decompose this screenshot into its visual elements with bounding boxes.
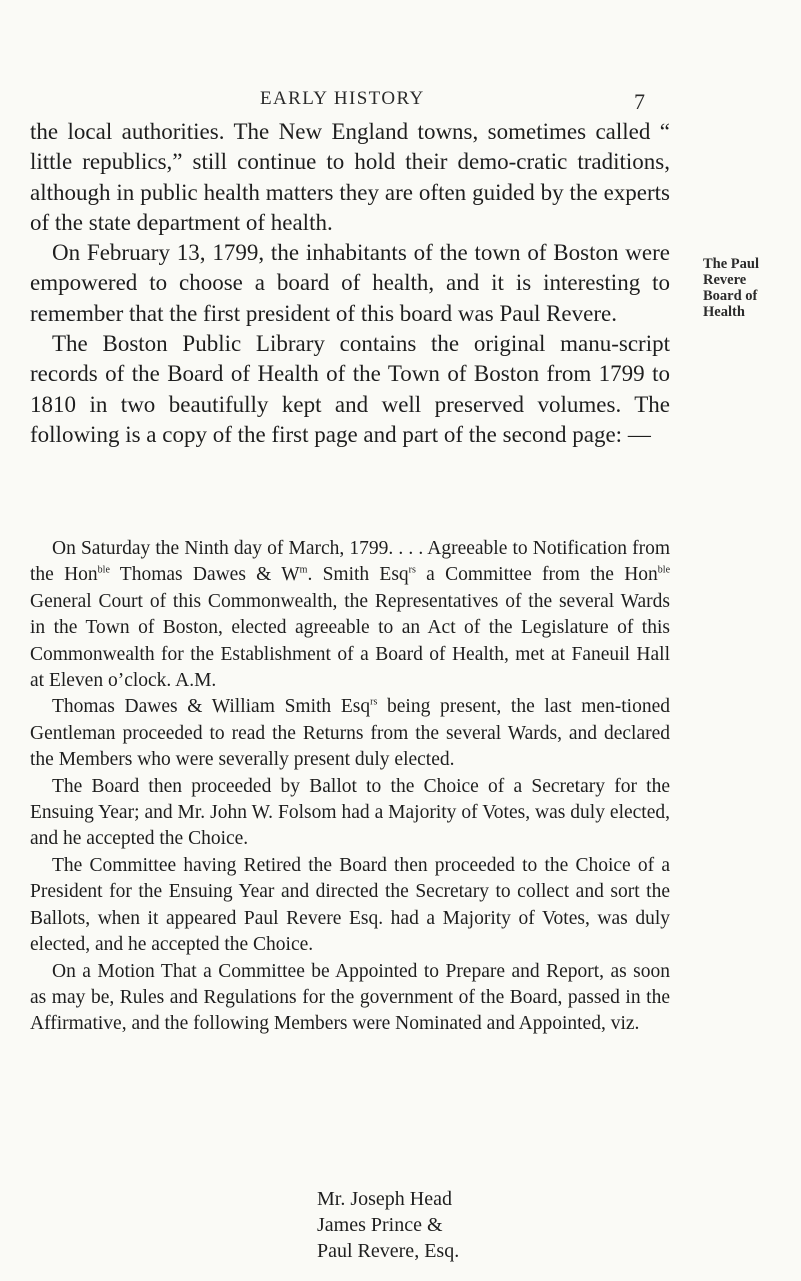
- margin-note-line: Revere: [703, 272, 747, 288]
- quote-paragraph: [30, 536, 670, 694]
- margin-note: [703, 256, 793, 320]
- quote-text: Thomas Dawes & William Smith Esq: [52, 696, 371, 718]
- quoted-record: [30, 536, 670, 1038]
- body-text: [30, 117, 670, 450]
- quote-text: Thomas Dawes & W: [109, 564, 300, 586]
- quote-paragraph: The Board then proceeded by Ballot to the Choice of a Secretary for the Ensuing Year; and Mr. John W. Folsom had a Majority of Votes, was duly elected, and he accepted the Choice.: [30, 775, 670, 850]
- member-name: Paul Revere, Esq.: [317, 1240, 460, 1262]
- quote-text: On Saturday the Ninth day of March, 1799. . . . Agreeable to Notification from the Hon: [30, 538, 670, 586]
- body-paragraph: the local authorities. The New England towns, sometimes called “ little republics,” still continue to hold their demo-cratic traditions, although in public health matters they are often guided by the experts of the state department of health.: [30, 119, 670, 235]
- superscript: rs: [370, 696, 378, 708]
- page-number: 7: [634, 89, 645, 114]
- superscript: m: [299, 564, 308, 576]
- body-paragraph: On February 13, 1799, the inhabitants of the town of Boston were empowered to choose a board of health, and it is interesting to remember that the first president of this board was Paul Revere.: [30, 240, 670, 326]
- quote-text: General Court of this Commonwealth, the Representatives of the several Wards in the Town of Boston, elected agreeable to an Act of the Legislature of this Commonwealth for the Establishment of a Board of Health, met at Faneuil Hall at Eleven o’clock. A.M.: [30, 590, 670, 692]
- margin-note-line: Health: [703, 304, 745, 320]
- member-name: Mr. Joseph Head: [317, 1188, 452, 1210]
- quote-paragraph: On a Motion That a Committee be Appointed to Prepare and Report, as soon as may be, Rules and Regulations for the government of the Board, passed in the Affirmative, and the following Members were Nominated and Appointed, viz.: [30, 960, 670, 1035]
- quote-text: a Committee from the Hon: [415, 564, 658, 586]
- body-paragraph: The Boston Public Library contains the original manu-script records of the Board of Health of the Town of Boston from 1799 to 1810 in two beautifully kept and well preserved volumes. The following is a copy of the first page and part of the second page: —: [30, 331, 670, 447]
- page-header: [0, 88, 801, 112]
- member-name: James Prince &: [317, 1214, 443, 1236]
- superscript: ble: [97, 564, 110, 576]
- quote-text: . Smith Esq: [307, 564, 409, 586]
- quote-paragraph: [30, 694, 670, 773]
- superscript: ble: [657, 564, 671, 576]
- superscript: rs: [408, 564, 416, 576]
- running-head: EARLY HISTORY: [260, 88, 425, 109]
- margin-note-line: The Paul: [703, 256, 759, 272]
- quote-paragraph: The Committee having Retired the Board then proceeded to the Choice of a President for the Ensuing Year and directed the Secretary to collect and sort the Ballots, when it appeared Paul Revere Esq. had a Majority of Votes, was duly elected, and he accepted the Choice.: [30, 854, 670, 956]
- appointed-members-list: [317, 1186, 459, 1264]
- margin-note-line: Board of: [703, 288, 758, 304]
- quote-text: being present, the last men-tioned Gentleman proceeded to read the Returns from the several Wards, and declared the Members who were severally present duly elected.: [30, 696, 670, 771]
